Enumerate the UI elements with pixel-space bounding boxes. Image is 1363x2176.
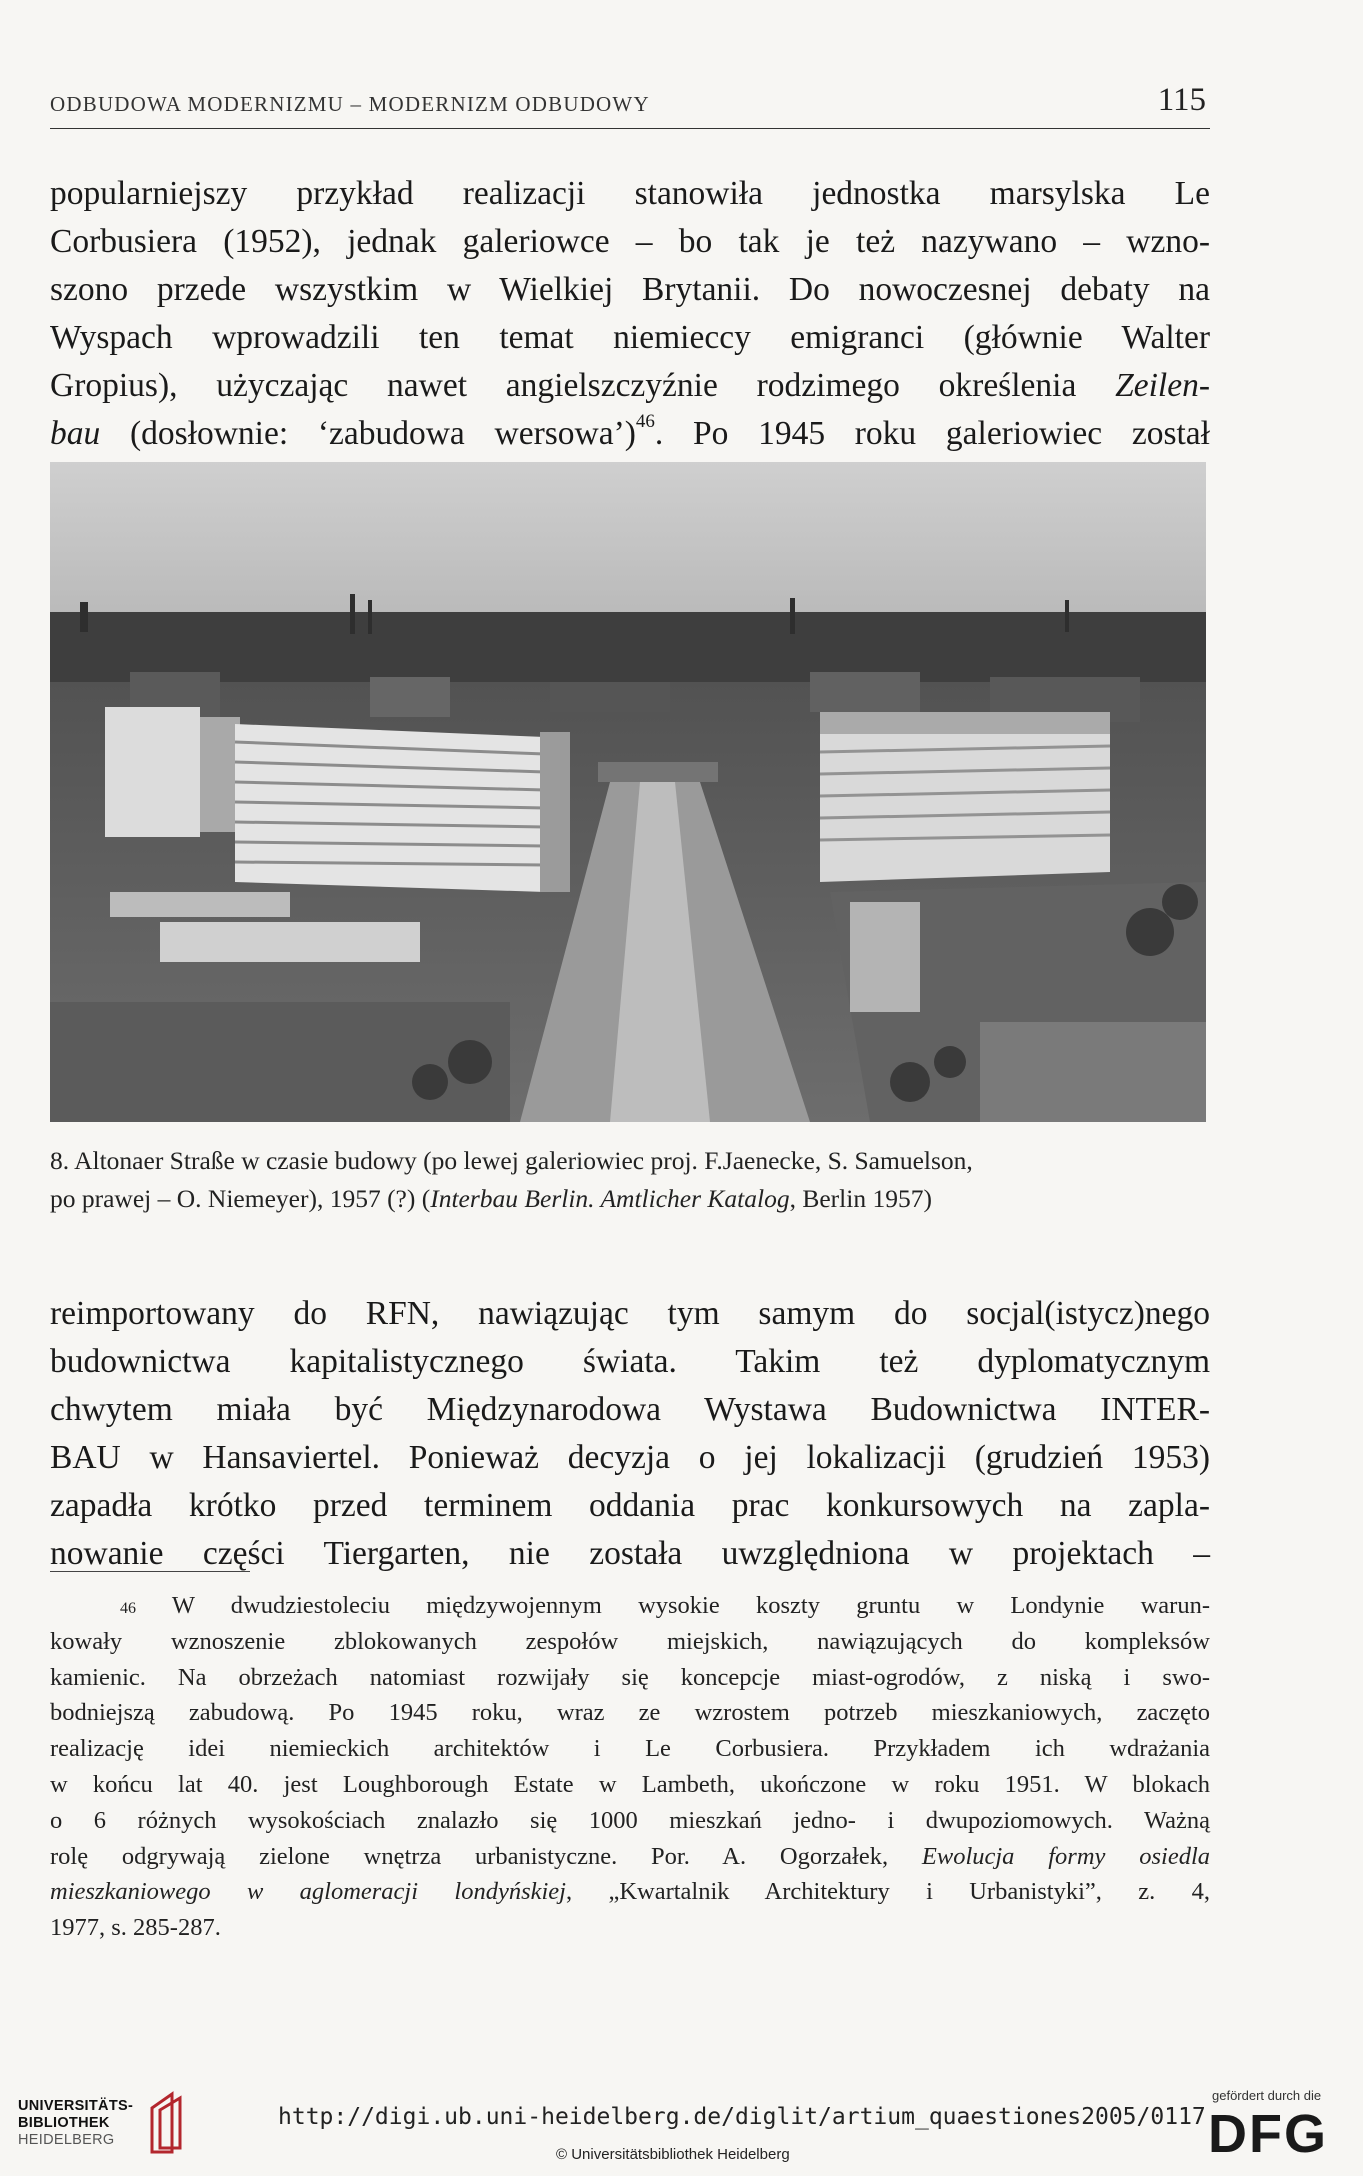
footnote-line: bodniejszą zabudową. Po 1945 roku, wraz ze wzrostem potrzeb mieszkaniowych, zaczęto xyxy=(50,1699,1210,1727)
text-run: Gropius), użyczając nawet angielszczyźnie rodzimego określenia xyxy=(50,367,1116,404)
italic-title: Interbau Berlin. Amtlicher Katalog xyxy=(430,1184,790,1213)
text-run: (dosłownie: ‘zabudowa wersowa’) xyxy=(100,415,636,452)
text-line: budownictwa kapitalistycznego świata. Takim też dyplomatycznym xyxy=(50,1343,1210,1380)
text-run: . Po 1945 roku galeriowiec został xyxy=(654,415,1210,452)
figure-caption xyxy=(50,1142,1210,1218)
library-name-line: HEIDELBERG xyxy=(18,2132,115,2148)
footnote-line: realizację idei niemieckich architektów i Le Corbusiera. Przykładem ich wdrażania xyxy=(50,1735,1210,1763)
text-line: zapadła krótko przed terminem oddania prac konkursowych na zapla- xyxy=(50,1487,1210,1524)
text-line: reimportowany do RFN, nawiązując tym samym do socjal(istycz)nego xyxy=(50,1295,1210,1332)
text-line: BAU w Hansaviertel. Ponieważ decyzja o jej lokalizacji (grudzień 1953) xyxy=(50,1439,1210,1476)
text-run: , „Kwartalnik Architektury i Urbanistyki”, z. 4, xyxy=(565,1878,1210,1906)
footnote-line xyxy=(50,1874,1210,1910)
funding-caption: gefördert durch die xyxy=(1212,2088,1322,2103)
text-run: , Berlin 1957) xyxy=(789,1184,932,1213)
library-name-line: BIBLIOTHEK xyxy=(18,2115,110,2131)
aerial-photo-illustration xyxy=(50,462,1206,1122)
italic-term: Zeilen- xyxy=(1115,367,1210,404)
footnote-line: 1977, s. 285-287. xyxy=(50,1914,221,1942)
footnote-reference: 46 xyxy=(635,411,655,432)
library-name-line: UNIVERSITÄTS- xyxy=(18,2098,134,2114)
text-line: Wyspach wprowadzili ten temat niemieccy emigranci (głównie Walter xyxy=(50,319,1210,356)
footnote-46 xyxy=(50,1588,1210,1946)
text-line: Corbusiera (1952), jednak galeriowce – bo tak je też nazywano – wzno- xyxy=(50,223,1210,260)
library-logo-icon xyxy=(142,2088,192,2158)
body-paragraph-2 xyxy=(50,1290,1210,1578)
text-line: popularniejszy przykład realizacji stanowiła jednostka marsylska Le xyxy=(50,175,1210,212)
footnote-line xyxy=(50,1839,1210,1875)
footnote-line: kamienic. Na obrzeżach natomiast rozwijały się koncepcje miast-ogrodów, z niską i swo- xyxy=(50,1663,1210,1691)
text-run: W dwudziestoleciu międzywojennym wysokie koszty gruntu w Londynie warun- xyxy=(136,1592,1210,1619)
text-run: po prawej – O. Niemeyer), 1957 (?) ( xyxy=(50,1184,431,1213)
text-line: chwytem miała być Międzynarodowa Wystawa Budownictwa INTER- xyxy=(50,1391,1210,1428)
page-number: 115 xyxy=(1157,82,1206,118)
library-logo-text xyxy=(18,2098,133,2149)
text-line xyxy=(50,410,1210,458)
text-line: nowanie części Tiergarten, nie została uwzględniona w projektach – xyxy=(50,1535,1210,1572)
italic-title: mieszkaniowego w aglomeracji londyńskiej xyxy=(50,1878,566,1906)
copyright-notice: © Universitätsbibliothek Heidelberg xyxy=(556,2146,790,2163)
dfg-logo: DFG xyxy=(1208,2104,1328,2164)
footnote-line: o 6 różnych wysokościach znalazło się 1000 mieszkań jedno- i dwupoziomowych. Ważną xyxy=(50,1806,1210,1834)
figure-photo xyxy=(50,462,1206,1122)
footnote-line xyxy=(50,1588,1210,1624)
digital-copy-link[interactable]: http://digi.ub.uni-heidelberg.de/diglit/artium_quaestiones2005/0117 xyxy=(278,2104,1206,2130)
text-line xyxy=(50,362,1210,410)
text-line: szono przede wszystkim w Wielkiej Brytanii. Do nowoczesnej debaty na xyxy=(50,271,1210,308)
italic-term: bau xyxy=(50,415,101,452)
footnote-separator xyxy=(50,1571,250,1572)
caption-line xyxy=(50,1180,1210,1218)
footnote-line: kowały wznoszenie zblokowanych zespołów miejskich, nawiązujących do kompleksów xyxy=(50,1627,1210,1655)
text-run: rolę odgrywają zielone wnętrza urbanistyczne. Por. A. Ogorzałek, xyxy=(50,1842,922,1870)
running-title: ODBUDOWA MODERNIZMU – MODERNIZM ODBUDOWY xyxy=(50,92,650,116)
italic-title: Ewolucja formy osiedla xyxy=(921,1842,1210,1870)
footnote-marker: 46 xyxy=(120,1600,136,1617)
body-paragraph-1 xyxy=(50,170,1210,458)
caption-line: 8. Altonaer Straße w czasie budowy (po lewej galeriowiec proj. F.Jaenecke, S. Samuelson, xyxy=(50,1146,973,1175)
running-header xyxy=(50,82,1210,129)
footnote-line: w końcu lat 40. jest Loughborough Estate w Lambeth, ukończone w roku 1951. W blokach xyxy=(50,1770,1210,1798)
